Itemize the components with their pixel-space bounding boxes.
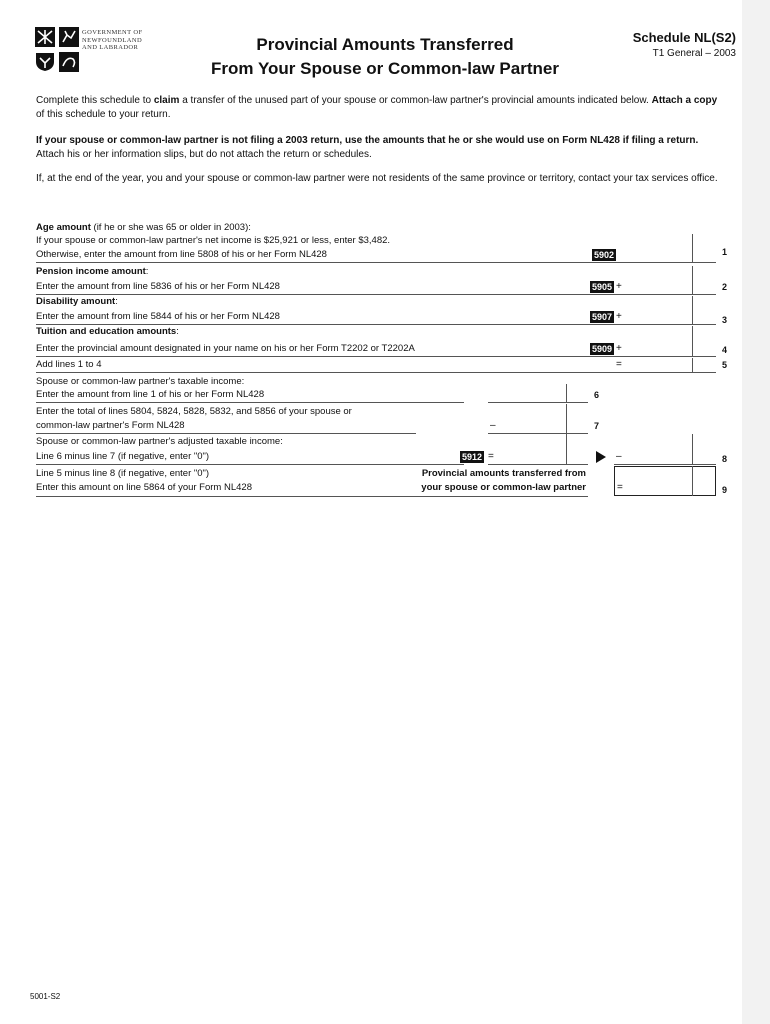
field-code-5907: 5907 bbox=[592, 312, 613, 322]
schedule-label bbox=[633, 30, 736, 59]
field-code-5905: 5905 bbox=[592, 282, 613, 292]
line-2-pension-income: Pension income amount: Enter the amount from line 5836 of his or her Form NL428 5905 + 2 bbox=[36, 266, 736, 296]
unicorn-crest-icon bbox=[59, 27, 79, 47]
schedule-code: Schedule NL(S2) bbox=[632, 30, 736, 45]
field-code-5909: 5909 bbox=[592, 344, 613, 354]
intro-paragraph-3: If, at the end of the year, you and your spouse or common-law partner were not residents of the same province or territory, contact your tax services office. bbox=[36, 173, 718, 184]
line-9-result-box[interactable] bbox=[614, 466, 716, 496]
schedule-subtitle: T1 General – 2003 bbox=[652, 48, 736, 59]
intro-paragraph-2: If your spouse or common-law partner is not filing a 2003 return, use the amounts that he or she would use on Form NL428 if filing a return. Attach his or her information slips, but do not attach the return or schedules. bbox=[36, 135, 699, 160]
line-8-adjusted-taxable-income: Spouse or common-law partner's adjusted taxable income: Line 6 minus line 7 (if negative, enter "0") 5912 = – 8 bbox=[36, 436, 728, 464]
line-3-disability: Disability amount: Enter the amount from line 5844 of his or her Form NL428 5907 + 3 bbox=[36, 296, 728, 325]
field-code-5912: 5912 bbox=[462, 452, 483, 462]
field-code-5902: 5902 bbox=[594, 250, 615, 260]
coat-of-arms-icon bbox=[35, 27, 55, 47]
lion-crest-icon bbox=[59, 52, 79, 72]
line-9-amount-transferred: Line 5 minus line 8 (if negative, enter "0") Enter this amount on line 5864 of your Form NL428 Provincial amounts transferred from your spouse or common-law partner = 9 bbox=[36, 468, 728, 495]
form-code-footer: 5001-S2 bbox=[30, 992, 61, 1001]
line-4-tuition: Tuition and education amounts: Enter the provincial amount designated in your name on his or her Form T2202 or T2202A 5909 + 4 bbox=[36, 326, 728, 355]
intro-paragraph-1: Complete this schedule to claim a transfer of the unused part of your spouse or common-law partner's provincial amounts indicated below. Attach a copy of this schedule to your return. bbox=[36, 95, 718, 120]
line-5-add: Add lines 1 to 4 = 5 bbox=[36, 358, 736, 374]
arrow-right-icon bbox=[596, 451, 606, 463]
line-7-total-deductions: Enter the total of lines 5804, 5824, 5828, 5832, and 5856 of your spouse or common-law partner's Form NL428 – 7 bbox=[36, 404, 736, 434]
government-name: GOVERNMENT OF NEWFOUNDLAND AND LABRADOR bbox=[82, 29, 143, 51]
page-title: Provincial Amounts Transferred From Your Spouse or Common-law Partner bbox=[211, 35, 559, 78]
line-1-age-amount: Age amount (if he or she was 65 or older in 2003): If your spouse or common-law partner's net income is $25,921 or less, enter $3,482. Otherwise, enter the amount from line 5808 of his or her Form NL428 5902 1 bbox=[36, 222, 736, 264]
shield-crest-icon bbox=[35, 52, 55, 72]
line-6-spouse-taxable-income: Spouse or common-law partner's taxable income: Enter the amount from line 1 of his or her Form NL428 6 bbox=[36, 374, 736, 404]
